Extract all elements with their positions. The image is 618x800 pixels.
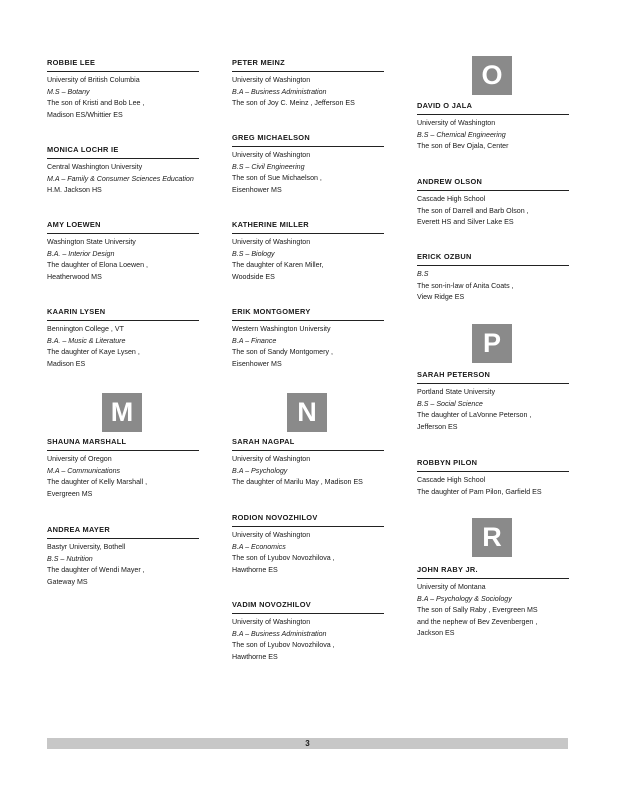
school: University of Washington <box>417 119 496 127</box>
letter-heading-n: N <box>287 393 327 432</box>
graduate-name: PETER MEINZ <box>232 58 384 72</box>
graduate-name: SARAH PETERSON <box>417 370 569 384</box>
degree: B.A. – Interior Design <box>47 249 115 258</box>
entry-shauna-marshall <box>47 437 199 500</box>
graduate-name: AMY LOEWEN <box>47 220 199 234</box>
school: Western Washington University <box>232 325 331 333</box>
school-line: View Ridge ES <box>417 293 465 302</box>
letter-heading-m: M <box>102 393 142 432</box>
graduate-name: SARAH NAGPAL <box>232 437 384 451</box>
graduate-name: ANDREA MAYER <box>47 525 199 539</box>
graduate-name: JOHN RABY JR. <box>417 565 569 579</box>
degree: B.S – Civil Engineering <box>232 162 305 171</box>
school: Cascade High School <box>417 195 486 203</box>
family-line: The son of Lyubov Novozhilova , <box>232 554 335 563</box>
letter-heading-p: P <box>472 324 512 363</box>
family-line: The daughter of LaVonne Peterson , <box>417 411 532 420</box>
family-line: The daughter of Wendi Mayer , <box>47 566 145 575</box>
entry-kaarin-lysen <box>47 307 199 370</box>
letter-heading-o: O <box>472 56 512 95</box>
school: University of Washington <box>232 455 311 463</box>
degree: M.A – Family & Consumer Sciences Education <box>47 174 194 183</box>
degree: B.A. – Music & Literature <box>47 336 126 345</box>
school-line: Eisenhower MS <box>232 185 282 194</box>
school: University of Oregon <box>47 455 112 463</box>
school-line: Gateway MS <box>47 577 88 586</box>
degree: B.S – Chemical Engineering <box>417 130 506 139</box>
school-line: Woodside ES <box>232 272 275 281</box>
entry-erick-ozbun <box>417 252 569 304</box>
entry-peter-meinz <box>232 58 384 110</box>
degree: B.A – Psychology <box>232 466 288 475</box>
graduate-name: ROBBYN PILON <box>417 458 569 472</box>
entry-robbie-lee <box>47 58 199 121</box>
school-line: Heatherwood MS <box>47 272 102 281</box>
school: Washington State University <box>47 238 136 246</box>
degree: B.S – Social Science <box>417 399 483 408</box>
school-line: Evergreen MS <box>47 489 93 498</box>
graduate-name: SHAUNA MARSHALL <box>47 437 199 451</box>
family-line: The son of Sue Michaelson , <box>232 174 322 183</box>
family-line: The son of Darrell and Barb Olson , <box>417 206 529 215</box>
family-line: The daughter of Marilu May , Madison ES <box>232 478 363 487</box>
family-line: The daughter of Karen Miller, <box>232 261 324 270</box>
degree: B.A – Business Administration <box>232 629 327 638</box>
degree: M.S – Botany <box>47 87 90 96</box>
degree: B.A – Business Administration <box>232 87 327 96</box>
degree: M.A – Communications <box>47 466 121 475</box>
family-line: The daughter of Kelly Marshall , <box>47 478 148 487</box>
family-line: The son of Sandy Montgomery , <box>232 348 333 357</box>
family-line: The son of Joy C. Meinz , Jefferson ES <box>232 99 355 108</box>
family-line-2: and the nephew of Bev Zevenbergen , <box>417 617 538 626</box>
school: Bennington College , VT <box>47 325 124 333</box>
school-line: Eisenhower MS <box>232 359 282 368</box>
school: University of Washington <box>232 531 311 539</box>
graduate-name: ANDREW OLSON <box>417 177 569 191</box>
school-line: Hawthorne ES <box>232 652 278 661</box>
entry-katherine-miller <box>232 220 384 283</box>
family-line: The daughter of Kaye Lysen , <box>47 348 140 357</box>
school: Central Washington University <box>47 163 143 171</box>
school: University of Washington <box>232 76 311 84</box>
graduate-name: ERICK OZBUN <box>417 252 569 266</box>
family-line: The son of Bev Ojala, Center <box>417 142 509 151</box>
degree: B.S – Nutrition <box>47 554 93 563</box>
family-line: The daughter of Elona Loewen , <box>47 261 148 270</box>
letter-heading-r: R <box>472 518 512 557</box>
graduate-name: VADIM NOVOZHILOV <box>232 600 384 614</box>
school: Portland State University <box>417 388 496 396</box>
entry-robbyn-pilon <box>417 458 569 498</box>
degree: B.S <box>417 270 429 278</box>
entry-rodion-novozhilov <box>232 513 384 576</box>
school-line: Madison ES <box>47 359 86 368</box>
school: Bastyr University, Bothell <box>47 543 126 551</box>
graduate-name: ROBBIE LEE <box>47 58 199 72</box>
entry-amy-loewen <box>47 220 199 283</box>
family-line: The daughter of Pam Pilon, Garfield ES <box>417 487 542 496</box>
family-line: The son-in-law of Anita Coats , <box>417 281 514 290</box>
school: Cascade High School <box>417 476 486 484</box>
school-line: Jackson ES <box>417 629 455 638</box>
school-line: Hawthorne ES <box>232 565 278 574</box>
graduate-name: GREG MICHAELSON <box>232 133 384 147</box>
school: University of Montana <box>417 583 486 591</box>
school-line: Everett HS and Silver Lake ES <box>417 218 514 227</box>
page-number: 3 <box>305 739 310 748</box>
school: University of Washington <box>232 151 311 159</box>
family-line: The son of Kristi and Bob Lee , <box>47 99 145 108</box>
entry-andrea-mayer <box>47 525 199 588</box>
degree: B.A – Economics <box>232 542 286 551</box>
graduate-name: MONICA LOCHR IE <box>47 145 199 159</box>
degree: B.A – Finance <box>232 336 277 345</box>
degree: B.A – Psychology & Sociology <box>417 594 512 603</box>
graduate-name: ERIK MONTGOMERY <box>232 307 384 321</box>
school-line: Madison ES/Whittier ES <box>47 110 123 119</box>
entry-david-ojala <box>417 101 569 153</box>
entry-andrew-olson <box>417 177 569 229</box>
entry-sarah-nagpal <box>232 437 384 489</box>
family-line: The son of Lyubov Novozhilova , <box>232 641 335 650</box>
graduate-name: KAARIN LYSEN <box>47 307 199 321</box>
entry-monica-lochrie <box>47 145 199 197</box>
school: University of British Columbia <box>47 76 140 84</box>
entry-john-raby-jr <box>417 565 569 640</box>
school: University of Washington <box>232 238 311 246</box>
school-line: H.M. Jackson HS <box>47 186 102 195</box>
entry-sarah-peterson <box>417 370 569 433</box>
graduate-name: KATHERINE MILLER <box>232 220 384 234</box>
school-line: Jefferson ES <box>417 422 458 431</box>
entry-erik-montgomery <box>232 307 384 370</box>
school: University of Washington <box>232 618 311 626</box>
entry-greg-michaelson <box>232 133 384 196</box>
footer-bar <box>47 738 568 749</box>
degree: B.S – Biology <box>232 249 275 258</box>
graduate-name: RODION NOVOZHILOV <box>232 513 384 527</box>
family-line: The son of Sally Raby , Evergreen MS <box>417 606 538 615</box>
graduate-name: DAVID O JALA <box>417 101 569 115</box>
entry-vadim-novozhilov <box>232 600 384 663</box>
